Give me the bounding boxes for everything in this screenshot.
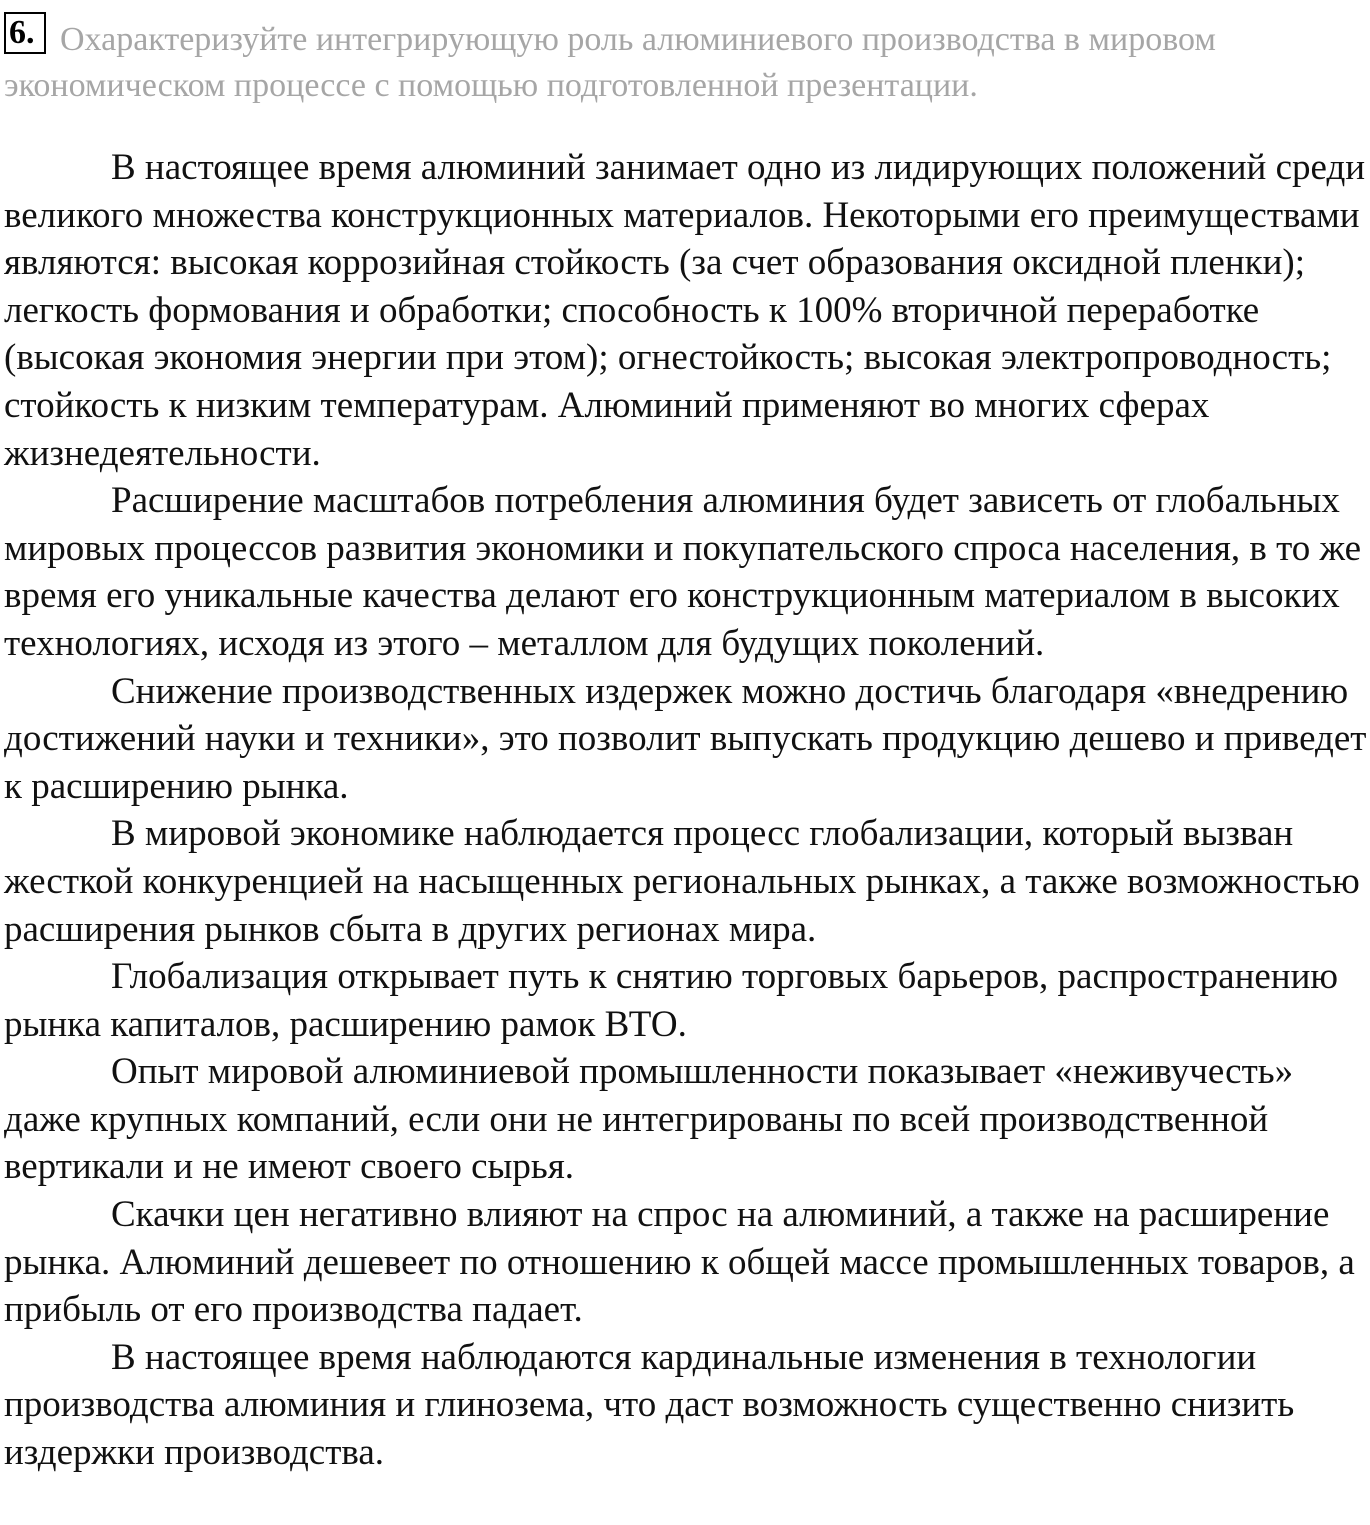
answer-paragraph: В настоящее время наблюдаются кардинальные изменения в технологии производства алюминия и глинозема, что даст возможность существенно снизить издержки производства.	[4, 1336, 1295, 1474]
task-question: Охарактеризуйте интегрирующую роль алюминиевого производства в мировом экономическом процессе с помощью подготовленной презентации.	[4, 21, 1216, 104]
answer-paragraph: Снижение производственных издержек можно достичь благодаря «внедрению достижений науки и техники», это позволит выпускать продукцию дешево и приведет к расширению рынка.	[4, 670, 1367, 807]
answer-paragraph: В мировой экономике наблюдается процесс глобализации, который вызван жесткой конкуренцией на насыщенных региональных рынках, а также возможностью расширения рынков сбыта в других регионах мира.	[4, 813, 1360, 950]
answer-text	[4, 144, 1370, 1477]
answer-paragraph: В настоящее время алюминий занимает одно из лидирующих положений среди великого множества конструкционных материалов. Некоторыми его преимуществами являются: высокая коррозийная стойкость (за счет образования оксидной пленки); легкость формования и обработки; способность к 100% вторичной переработке (высокая экономия энергии при этом); огнестойкость; высокая электропроводность; стойкость к низким температурам. Алюминий применяют во многих сферах жизнедеятельности.	[4, 147, 1366, 474]
task-number-box: 6.	[4, 12, 46, 54]
answer-paragraph: Скачки цен негативно влияют на спрос на алюминий, а также на расширение рынка. Алюминий дешевеет по отношению к общей массе промышленных товаров, а прибыль от его производства падает.	[4, 1194, 1355, 1331]
answer-paragraph: Расширение масштабов потребления алюминия будет зависеть от глобальных мировых процессов развития экономики и покупательского спроса населения, в то же время его уникальные качества делают его конструкционным материалом в высоких технологиях, исходя из этого – металлом для будущих поколений.	[4, 480, 1362, 664]
answer-paragraph: Опыт мировой алюминиевой промышленности показывает «неживучесть» даже крупных компаний, если они не интегрированы по всей производственной вертикали и не имеют своего сырья.	[4, 1051, 1294, 1188]
answer-paragraph: Глобализация открывает путь к снятию торговых барьеров, распространению рынка капиталов, расширению рамок ВТО.	[4, 956, 1339, 1045]
